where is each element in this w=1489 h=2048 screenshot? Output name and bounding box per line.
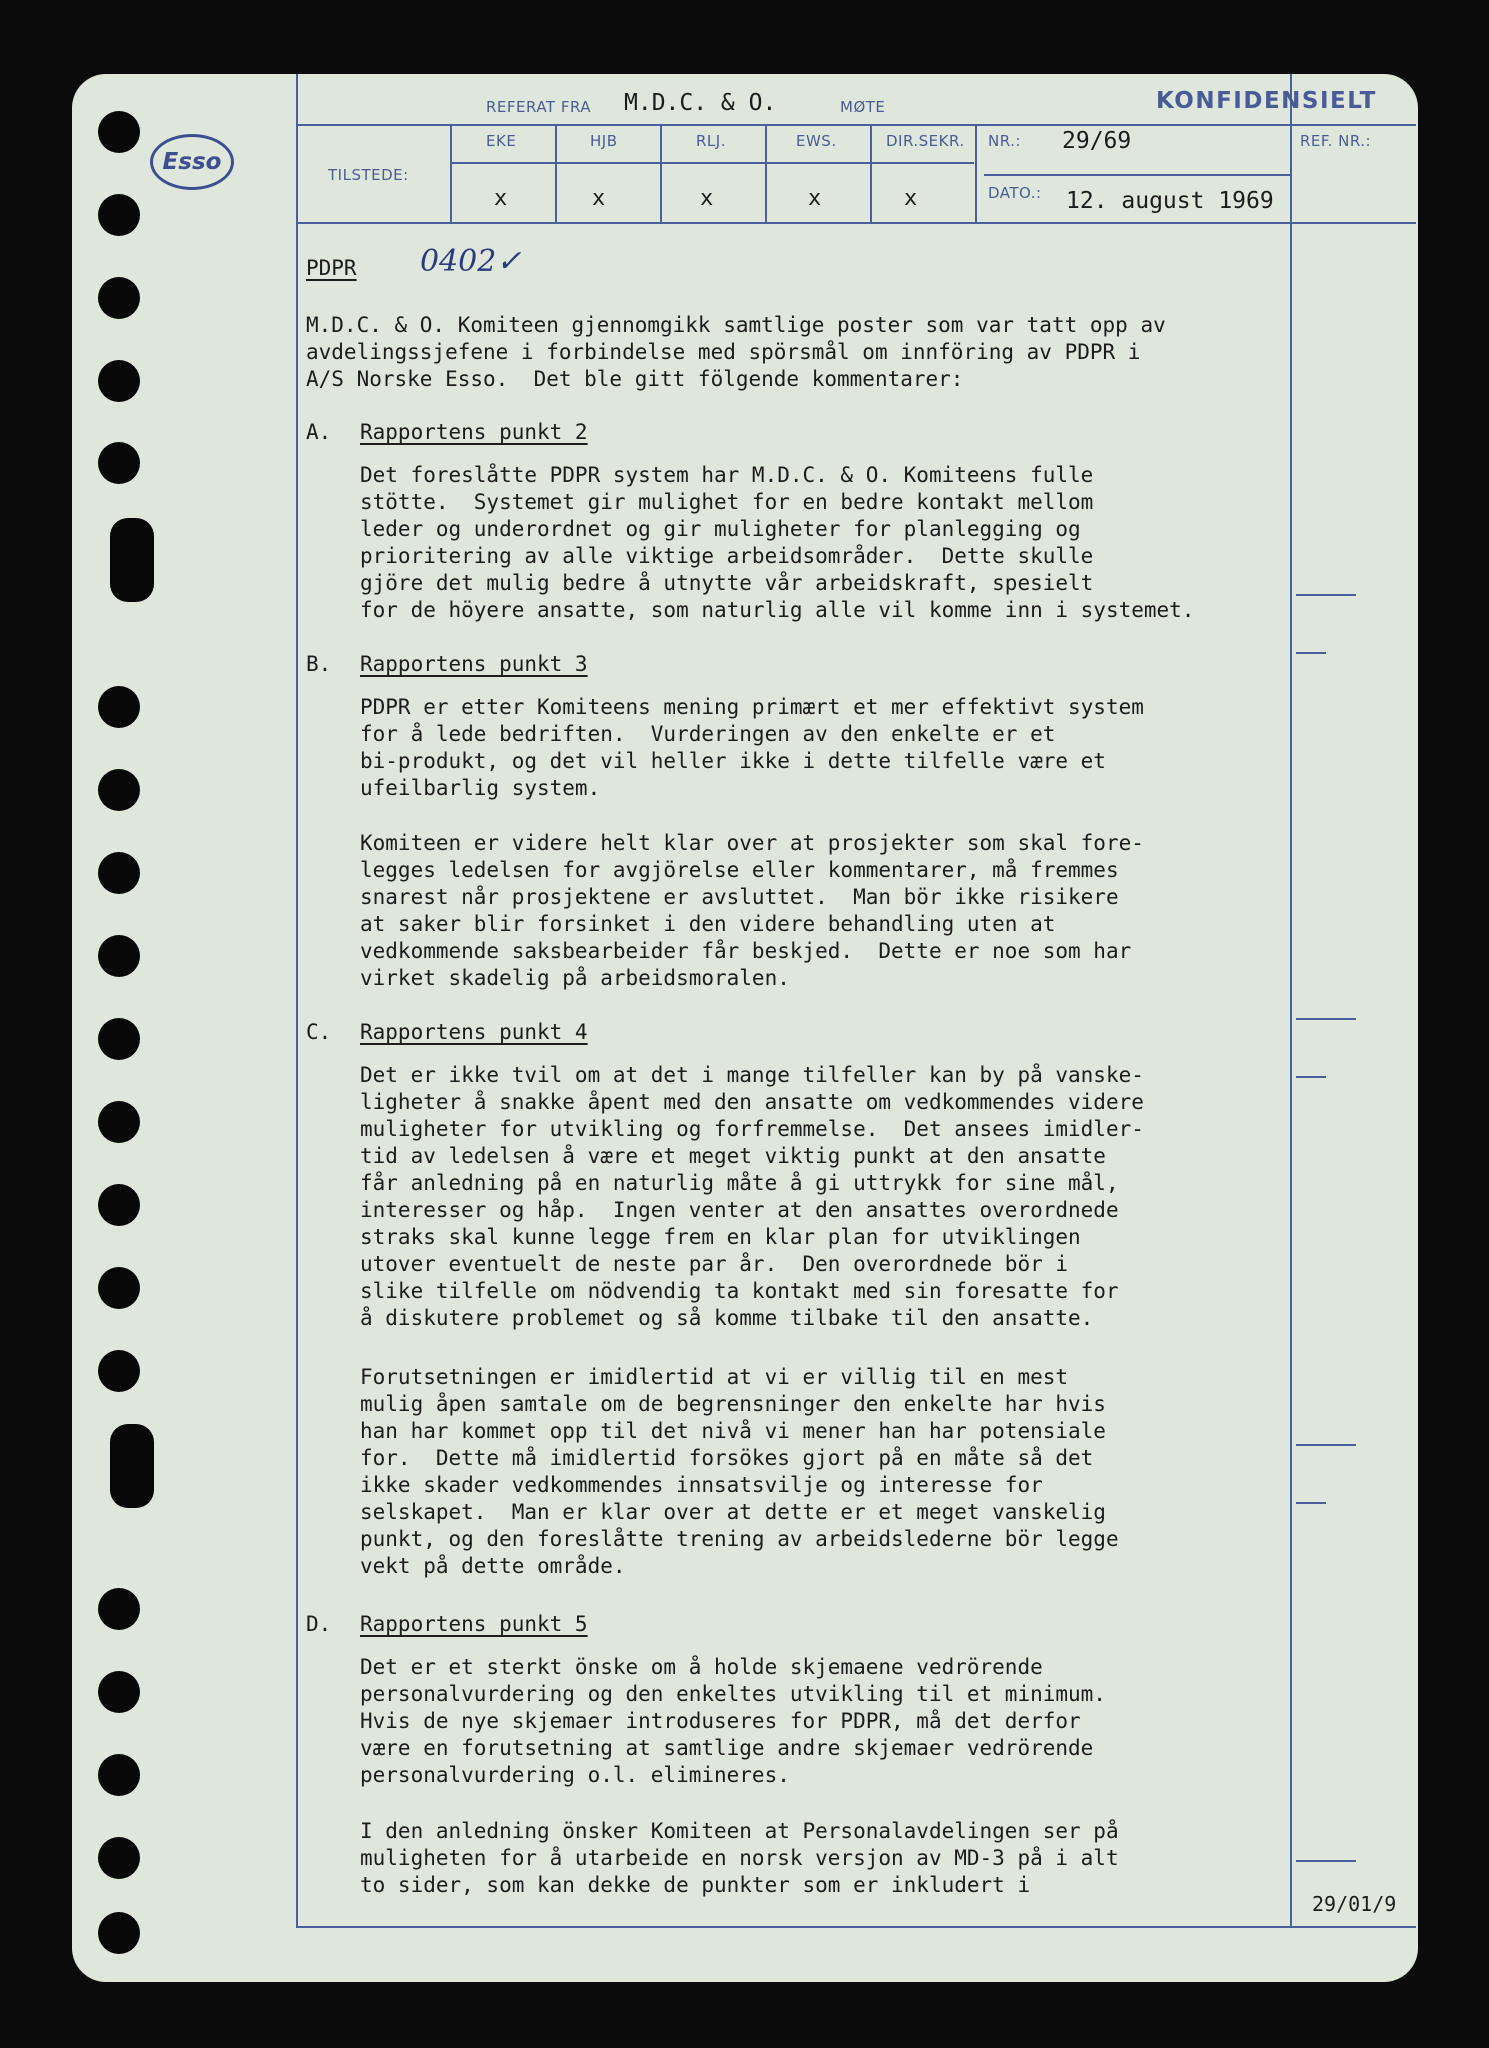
punch-hole: [98, 277, 140, 319]
punch-hole: [98, 1018, 140, 1060]
header-rule: [296, 124, 1416, 126]
section-letter-b: B.: [306, 652, 332, 676]
attendee-mark-ews: x: [808, 186, 822, 211]
binder-notch: [110, 1424, 154, 1508]
punch-hole: [98, 1912, 140, 1954]
punch-hole: [98, 111, 140, 153]
attendee-mark-rlj: x: [700, 186, 714, 211]
punch-hole: [98, 1671, 140, 1713]
right-margin-rule: [1290, 74, 1292, 1928]
attendee-header-dirsekr: DIR.SEKR.: [886, 132, 965, 150]
attendee-col-rule: [765, 124, 767, 222]
footer-rule: [296, 1926, 1416, 1928]
attendee-mark-eke: x: [494, 186, 508, 211]
margin-mark: [1296, 1444, 1356, 1446]
margin-mark: [1296, 1076, 1326, 1078]
attendee-header-eke: EKE: [486, 132, 517, 150]
attendee-col-rule: [450, 124, 452, 222]
nr-rule: [984, 174, 1290, 176]
attendee-col-rule: [870, 124, 872, 222]
handwritten-note: 0402✓: [420, 244, 522, 279]
section-a-paragraph: Det foreslåtte PDPR system har M.D.C. & O. Komiteens fulle stötte. Systemet gir mulighet for en bedre kontakt mellom leder og underordnet og gir muligheter for planlegging og prioritering av alle viktige arbeidsområder. Dette skulle gjöre det mulig bedre å utnytte vår arbeidskraft, spesielt for de höyere ansatte, som naturlig alle vil komme inn i systemet.: [360, 463, 1195, 622]
section-letter-a: A.: [306, 420, 332, 444]
intro-paragraph: M.D.C. & O. Komiteen gjennomgikk samtlige poster som var tatt opp av avdelingssjefene i forbindelse med spörsmål om innföring av PDPR i A/S Norske Esso. Det ble gitt fölgende kommentarer:: [306, 313, 1166, 391]
section-b-paragraph-2: Komiteen er videre helt klar over at prosjekter som skal fore- legges ledelsen for avgjörelse eller kommentarer, må fremmes snarest når prosjektene er avsluttet. Man bör ikke risikere at saker blir forsinket i den videre behandling uten at vedkommende saksbearbeider får beskjed. Dette er noe som har virket skadelig på arbeidsmoralen.: [360, 831, 1144, 990]
attendee-header-rlj: RLJ.: [696, 132, 726, 150]
binder-notch: [110, 518, 154, 602]
attendee-col-rule: [660, 124, 662, 222]
nr-value: 29/69: [1062, 128, 1132, 154]
referat-fra-label: REFERAT FRA: [486, 98, 592, 116]
margin-mark: [1296, 1018, 1356, 1020]
dato-label: DATO.:: [988, 184, 1042, 202]
punch-hole: [98, 852, 140, 894]
punch-hole: [98, 360, 140, 402]
margin-mark: [1296, 652, 1326, 654]
punch-hole: [98, 1184, 140, 1226]
attendee-col-rule: [975, 124, 977, 222]
section-title-d: Rapportens punkt 5: [360, 1612, 588, 1636]
section-c-paragraph-2: Forutsetningen er imidlertid at vi er villig til en mest mulig åpen samtale om de begrensninger den enkelte har hvis han har kommet opp til det nivå vi mener han har potensiale for. Dette må imidlertid forsökes gjort på en måte så det ikke skader vedkommendes innsatsvilje og interesse for selskapet. Man er klar over at dette er et meget vanskelig punkt, og den foreslåtte trening av arbeidslederne bör legge vekt på dette område.: [360, 1365, 1119, 1578]
esso-logo: [150, 134, 234, 190]
section-title-b: Rapportens punkt 3: [360, 652, 588, 676]
punch-hole: [98, 769, 140, 811]
punch-hole: [98, 686, 140, 728]
nr-label: NR.:: [988, 132, 1021, 150]
attendee-header-rule: [450, 162, 974, 164]
punch-hole: [98, 1754, 140, 1796]
attendee-header-ews: EWS.: [796, 132, 837, 150]
page-reference: 29/01/9: [1312, 1892, 1397, 1916]
punch-hole: [98, 1267, 140, 1309]
punch-hole: [98, 935, 140, 977]
header-bottom-rule: [296, 222, 1416, 224]
referat-fra-value: M.D.C. & O.: [624, 90, 777, 116]
punch-hole: [98, 442, 140, 484]
section-title-a: Rapportens punkt 2: [360, 420, 588, 444]
section-letter-d: D.: [306, 1612, 332, 1636]
attendee-mark-hjb: x: [592, 186, 606, 211]
konfidensielt-label: KONFIDENSIELT: [1156, 88, 1377, 114]
punch-hole: [98, 1588, 140, 1630]
tilstede-label: TILSTEDE:: [328, 166, 409, 184]
section-d-paragraph-1: Det er et sterkt önske om å holde skjemaene vedrörende personalvurdering og den enkeltes utvikling til et minimum. Hvis de nye skjemaer introduseres for PDPR, må det derfor være en forutsetning at samtlige andre skjemaer vedrörende personalvurdering o.l. elimineres.: [360, 1655, 1106, 1787]
attendee-header-hjb: HJB: [590, 132, 618, 150]
margin-mark: [1296, 594, 1356, 596]
punch-hole: [98, 1837, 140, 1879]
dato-value: 12. august 1969: [1066, 188, 1274, 214]
section-d-paragraph-2: I den anledning önsker Komiteen at Personalavdelingen ser på muligheten for å utarbeide en norsk versjon av MD-3 på i alt to sider, som kan dekke de punkter som er inkludert i: [360, 1819, 1119, 1897]
punch-hole: [98, 1350, 140, 1392]
punch-hole: [98, 194, 140, 236]
attendee-mark-dirsekr: x: [904, 186, 918, 211]
ref-nr-label: REF. NR.:: [1300, 132, 1372, 150]
document-heading: PDPR: [306, 256, 357, 280]
section-c-paragraph-1: Det er ikke tvil om at det i mange tilfeller kan by på vanske- ligheter å snakke åpent med den ansatte om vedkommendes videre muligheter for utvikling og forfremmelse. Det ansees imidler- tid av ledelsen å være et meget viktig punkt at den ansatte får anledning på en naturlig måte å gi uttrykk for sine mål, interesser og håp. Ingen venter at den ansattes overordnede straks skal kunne legge frem en klar plan for utviklingen utover eventuelt de neste par år. Den overordnede bör i slike tilfelle om nödvendig ta kontakt med sin foresatte for å diskutere problemet og så komme tilbake til den ansatte.: [360, 1063, 1144, 1330]
section-letter-c: C.: [306, 1020, 332, 1044]
section-b-paragraph-1: PDPR er etter Komiteens mening primært et mer effektivt system for å lede bedriften. Vurderingen av den enkelte er et bi-produkt, og det vil heller ikke i dette tilfelle være et ufeilbarlig system.: [360, 695, 1144, 800]
punch-hole: [98, 1101, 140, 1143]
left-margin-rule: [296, 74, 298, 1928]
section-title-c: Rapportens punkt 4: [360, 1020, 588, 1044]
mote-label: MØTE: [840, 98, 886, 116]
margin-mark: [1296, 1860, 1356, 1862]
margin-mark: [1296, 1502, 1326, 1504]
attendee-col-rule: [555, 124, 557, 222]
esso-logo-text: Esso: [162, 149, 222, 175]
